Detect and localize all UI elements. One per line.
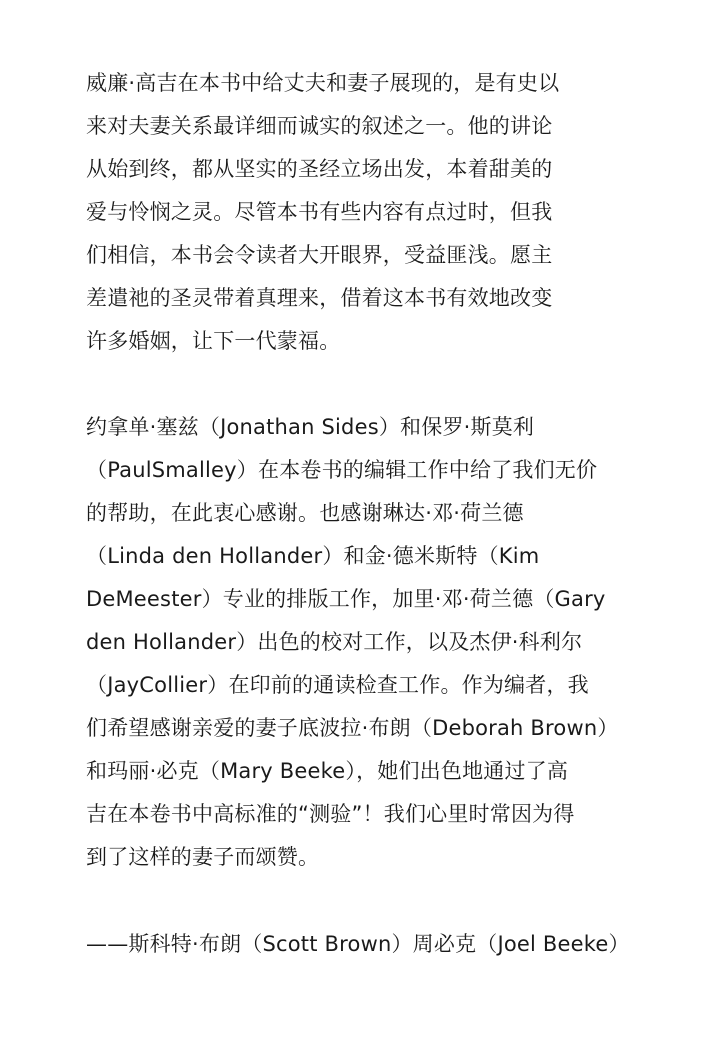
paragraph-1-line-2: 来对夫妻关系最详细而诚实的叙述之一。他的讲论	[86, 114, 553, 138]
paragraph-1-line-7: 许多婚姻，让下一代蒙福。	[86, 329, 341, 353]
paragraph-1-line-1: 威廉·高吉在本书中给丈夫和妻子展现的，是有史以	[86, 71, 560, 95]
paragraph-2-line-3: 的帮助，在此衷心感谢。也感谢琳达·邓·荷兰德	[86, 501, 524, 525]
paragraph-2-line-5: DeMeester）专业的排版工作，加里·邓·荷兰德（Gary	[86, 587, 606, 611]
paragraph-2-line-9: 和玛丽·必克（Mary Beeke），她们出色地通过了高	[86, 759, 569, 783]
paragraph-1-line-4: 爱与怜悯之灵。尽管本书有些内容有点过时，但我	[86, 200, 553, 224]
paragraph-2-line-7: （JayCollier）在印前的通读检查工作。作为编者，我	[86, 673, 589, 697]
paragraph-1-line-5: 们相信，本书会令读者大开眼界，受益匪浅。愿主	[86, 243, 553, 267]
paragraph-1-line-3: 从始到终，都从坚实的圣经立场出发，本着甜美的	[86, 157, 553, 181]
paragraph-1-line-6: 差遣祂的圣灵带着真理来，借着这本书有效地改变	[86, 286, 553, 310]
paragraph-2-line-2: （PaulSmalley）在本卷书的编辑工作中给了我们无价	[86, 458, 598, 482]
paragraph-2-line-4: （Linda den Hollander）和金·德米斯特（Kim	[86, 544, 540, 568]
paragraph-2-line-10: 吉在本卷书中高标准的“测验”！我们心里时常因为得	[86, 802, 575, 826]
signature-line: ——斯科特·布朗（Scott Brown）周必克（Joel Beeke）	[86, 932, 630, 956]
paragraph-2-line-1: 约拿单·塞兹（Jonathan Sides）和保罗·斯莫利	[86, 415, 535, 439]
paragraph-2-line-8: 们希望感谢亲爱的妻子底波拉·布朗（Deborah Brown）	[86, 716, 619, 740]
paragraph-2-line-6: den Hollander）出色的校对工作，以及杰伊·科利尔	[86, 630, 583, 654]
paragraph-2-line-11: 到了这样的妻子而颂赞。	[86, 845, 320, 869]
